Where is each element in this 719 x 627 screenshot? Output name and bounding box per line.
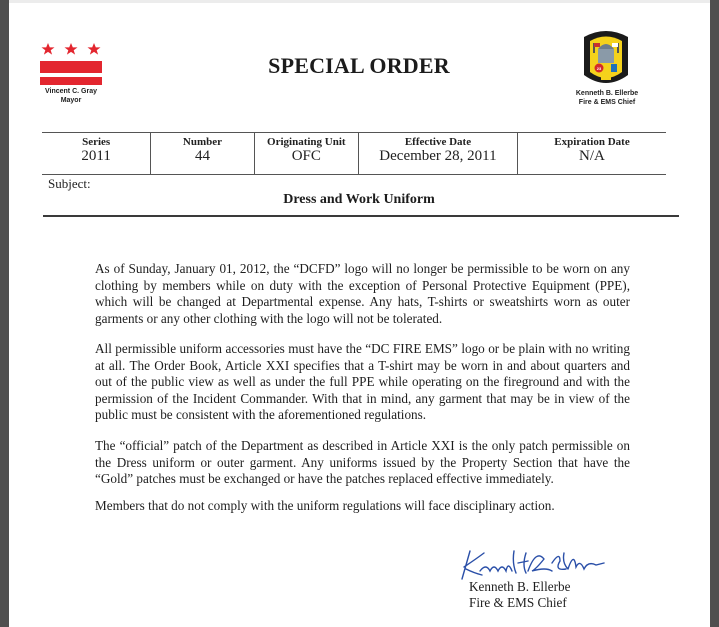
flag-star xyxy=(65,43,78,55)
body-paragraph: The “official” patch of the Department as described in Article XXI is the only patch permissible on the Dress uniform or outer garment. Any uniforms issued by the Property Section that have the “Gold” patches must be exchanged or have the patches replaced effective immediately. xyxy=(95,438,630,487)
viewer-left-border xyxy=(0,0,9,627)
effective-date-value: December 28, 2011 xyxy=(379,148,497,164)
subject-label: Subject: xyxy=(48,176,91,191)
number-cell xyxy=(150,133,253,174)
number-label: Number xyxy=(182,136,223,148)
document-page xyxy=(9,3,710,627)
originating-unit-label: Originating Unit xyxy=(267,136,346,148)
effective-date-cell xyxy=(358,133,517,174)
fire-ems-patch-logo xyxy=(578,27,634,89)
effective-date-label: Effective Date xyxy=(404,136,472,148)
body-paragraph: All permissible uniform accessories must have the “DC FIRE EMS” logo or be plain with no writing at all. The Order Book, Article XXI specifies that a T-shirt may be worn in and about quarters and out of the public view as well as under the full PPE while operating on the fireground and with the permission of the Incident Commander. With that in mind, any garment that may be in view of the public must be consistent with the aforementioned regulations. xyxy=(95,341,630,423)
chief-name: Kenneth B. Ellerbe xyxy=(575,90,639,97)
handwritten-signature xyxy=(456,545,606,583)
order-info-table xyxy=(42,132,666,175)
series-value: 2011 xyxy=(81,148,111,164)
subject-value: Dress and Work Uniform xyxy=(283,192,435,207)
dc-flag-icon xyxy=(40,41,102,87)
mayor-title: Mayor xyxy=(60,97,82,104)
signatory-name: Kenneth B. Ellerbe xyxy=(469,579,571,594)
flag-bar xyxy=(40,61,102,73)
viewer-right-border xyxy=(710,0,719,627)
number-value: 44 xyxy=(194,148,210,164)
series-label: Series xyxy=(82,136,111,148)
flag-star xyxy=(88,43,101,55)
series-cell xyxy=(42,133,150,174)
flag-bar xyxy=(40,77,102,85)
flag-star xyxy=(42,43,55,55)
expiration-date-value: N/A xyxy=(579,148,605,164)
svg-text:23: 23 xyxy=(596,66,602,71)
originating-unit-cell xyxy=(254,133,358,174)
originating-unit-value: OFC xyxy=(291,148,321,164)
signatory-title: Fire & EMS Chief xyxy=(469,595,567,610)
body-paragraph: As of Sunday, January 01, 2012, the “DCFD” logo will no longer be permissible to be worn on any clothing by members while on duty with the exception of Personal Protective Equipment (PPE), which will be changed at Departmental expense. Any hats, T-shirts or sweatshirts worn as outer garments or any other clothing with the logo will not be tolerated. xyxy=(95,261,630,326)
mayor-name: Vincent C. Gray xyxy=(44,88,97,95)
chief-title: Fire & EMS Chief xyxy=(578,99,636,106)
subject-divider xyxy=(43,215,679,217)
expiration-date-label: Expiration Date xyxy=(554,136,630,148)
body-paragraph: Members that do not comply with the uniform regulations will face disciplinary action. xyxy=(95,498,555,513)
page-title: SPECIAL ORDER xyxy=(268,53,450,78)
expiration-date-cell xyxy=(517,133,666,174)
